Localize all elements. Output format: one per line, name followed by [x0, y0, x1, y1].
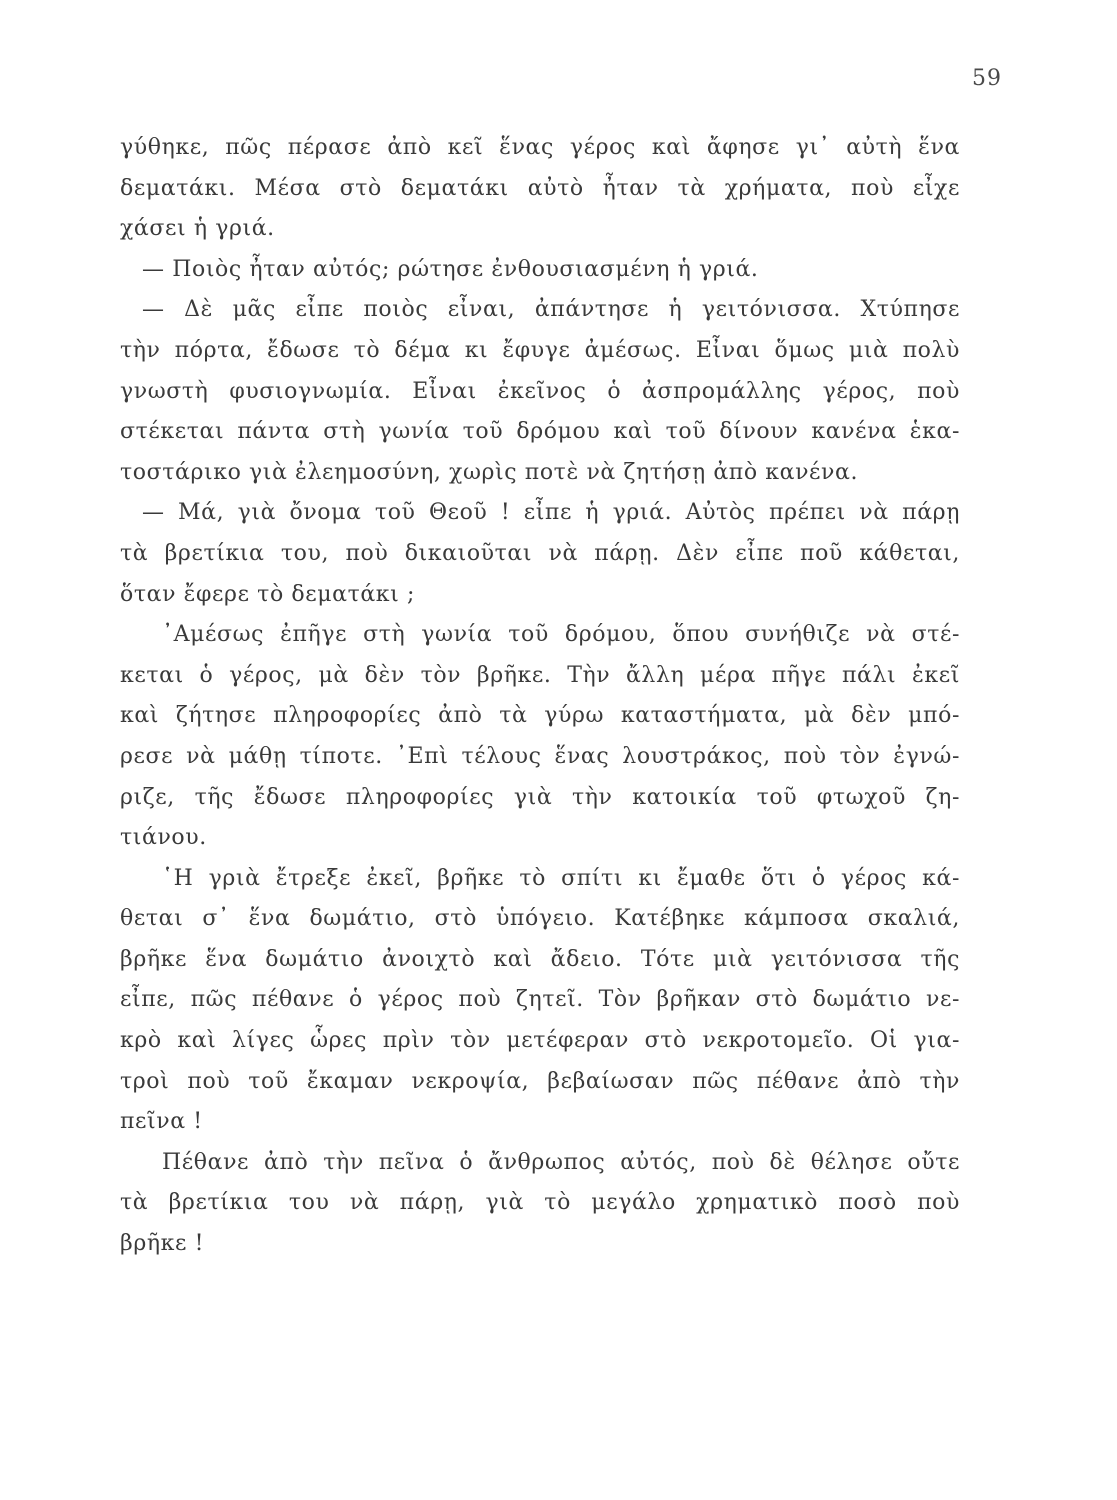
text-line: — Μά, γιὰ ὄνομα τοῦ Θεοῦ ! εἶπε ἡ γριά. Αὐτὸς πρέπει νὰ πάρῃ [142, 500, 960, 526]
text-line: ρεσε νὰ μάθῃ τίποτε. ᾽Επὶ τέλους ἕνας λουστράκος, ποὺ τὸν ἐγνώ- [120, 743, 960, 769]
text-line: τὰ βρετίκια του, ποὺ δικαιοῦται νὰ πάρῃ. Δὲν εἶπε ποῦ κάθεται, [120, 540, 960, 566]
text-line: γνωστὴ φυσιογνωμία. Εἶναι ἐκεῖνος ὁ ἀσπρομάλλης γέρος, ποὺ [120, 378, 960, 404]
text-line: εἶπε, πῶς πέθανε ὁ γέρος ποὺ ζητεῖ. Τὸν βρῆκαν στὸ δωμάτιο νε- [120, 987, 960, 1013]
text-line: κρὸ καὶ λίγες ὧρες πρὶν τὸν μετέφεραν στὸ νεκροτομεῖο. Οἱ για- [120, 1028, 960, 1054]
text-line: θεται σ᾽ ἕνα δωμάτιο, στὸ ὑπόγειο. Κατέβηκε κάμποσα σκαλιά, [120, 906, 960, 932]
text-line: ὅταν ἔφερε τὸ δεματάκι ; [120, 581, 415, 607]
text-line: βρῆκε ! [120, 1231, 205, 1257]
text-line: πεῖνα ! [120, 1109, 203, 1135]
text-line: κεται ὁ γέρος, μὰ δὲν τὸν βρῆκε. Τὴν ἄλλη μέρα πῆγε πάλι ἐκεῖ [120, 662, 960, 688]
text-line: τὰ βρετίκια του νὰ πάρῃ, γιὰ τὸ μεγάλο χρηματικὸ ποσὸ ποὺ [120, 1190, 960, 1216]
text-line: τὴν πόρτα, ἔδωσε τὸ δέμα κι ἔφυγε ἀμέσως. Εἶναι ὅμως μιὰ πολὺ [120, 337, 960, 363]
text-line: γύθηκε, πῶς πέρασε ἀπὸ κεῖ ἕνας γέρος καὶ ἄφησε γι᾽ αὐτὴ ἕνα [120, 135, 960, 160]
body-text [120, 128, 960, 1265]
text-line: βρῆκε ἕνα δωμάτιο ἀνοιχτὸ καὶ ἄδειο. Τότε μιὰ γειτόνισσα τῆς [120, 946, 960, 972]
text-line: — Δὲ μᾶς εἶπε ποιὸς εἶναι, ἀπάντησε ἡ γειτόνισσα. Χτύπησε [142, 297, 960, 323]
text-line: δεματάκι. Μέσα στὸ δεματάκι αὐτὸ ἦταν τὰ χρήματα, ποὺ εἶχε [120, 175, 960, 201]
text-line: ῾Η γριὰ ἔτρεξε ἐκεῖ, βρῆκε τὸ σπίτι κι ἔμαθε ὅτι ὁ γέρος κά- [162, 865, 960, 891]
text-line: ριζε, τῆς ἔδωσε πληροφορίες γιὰ τὴν κατοικία τοῦ φτωχοῦ ζη- [120, 784, 960, 810]
text-line: ᾽Αμέσως ἐπῆγε στὴ γωνία τοῦ δρόμου, ὅπου συνήθιζε νὰ στέ- [162, 622, 960, 648]
text-line: τιάνου. [120, 825, 207, 851]
text-line: τοστάρικο γιὰ ἐλεημοσύνη, χωρὶς ποτὲ νὰ ζητήσῃ ἀπὸ κανένα. [120, 459, 859, 485]
text-line: χάσει ἡ γριά. [120, 216, 275, 242]
text-line: τροὶ ποὺ τοῦ ἔκαμαν νεκροψία, βεβαίωσαν πῶς πέθανε ἀπὸ τὴν [120, 1068, 960, 1094]
page-number: 59 [972, 66, 1002, 91]
text-line: στέκεται πάντα στὴ γωνία τοῦ δρόμου καὶ τοῦ δίνουν κανένα ἑκα- [120, 419, 960, 445]
text-line: Πέθανε ἀπὸ τὴν πεῖνα ὁ ἄνθρωπος αὐτός, ποὺ δὲ θέλησε οὔτε [162, 1149, 960, 1175]
text-line: — Ποιὸς ἦταν αὐτός; ρώτησε ἐνθουσιασμένη ἡ γριά. [142, 256, 759, 282]
text-line: καὶ ζήτησε πληροφορίες ἀπὸ τὰ γύρω καταστήματα, μὰ δὲν μπό- [120, 703, 960, 729]
